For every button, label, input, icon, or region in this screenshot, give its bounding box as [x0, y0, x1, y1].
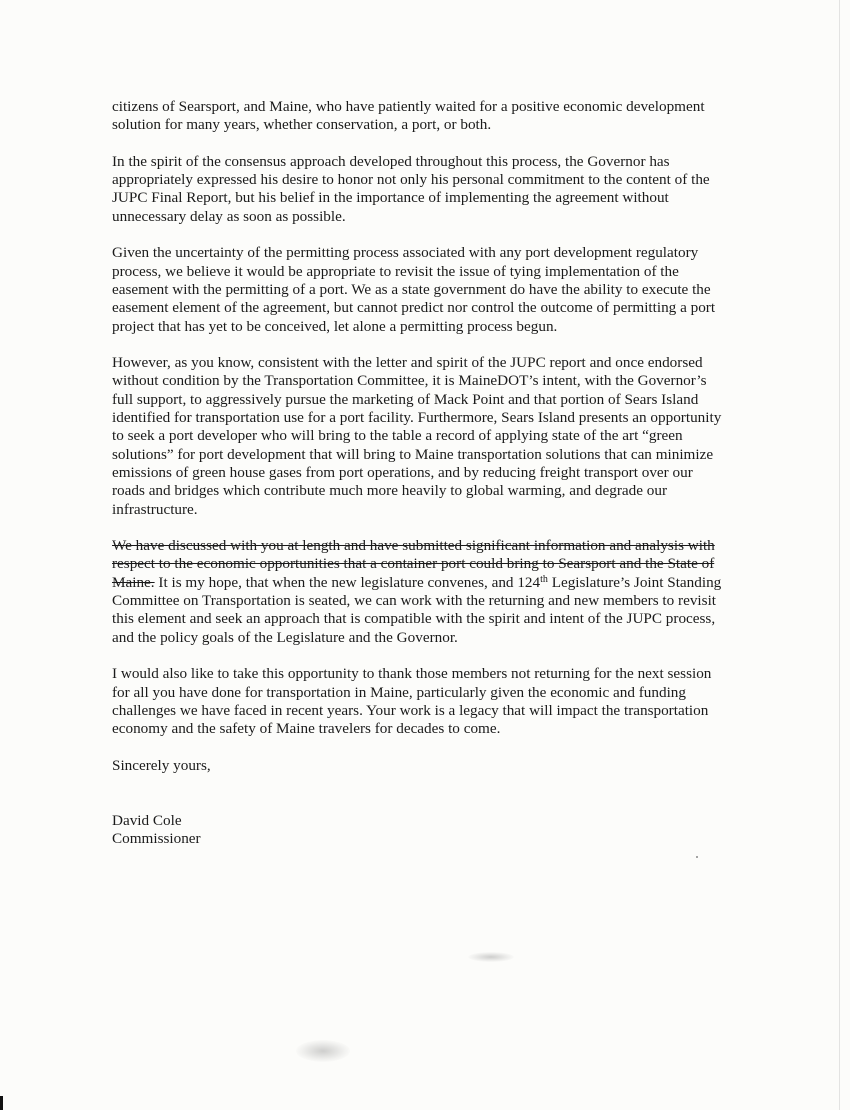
signer-title: Commissioner: [112, 830, 201, 848]
scan-smudge: [296, 1040, 350, 1062]
scan-smudge: [468, 952, 514, 962]
signature-block: [112, 812, 724, 849]
legislature-text-start: It is my hope, that when the new legislature convenes, and 124: [154, 573, 541, 591]
struck-through-text: We have discussed with you at length and have submitted significant information and analysis with respect to the economic opportunities that a container port could bring to Searsport and the State of Maine.: [112, 537, 715, 591]
paragraph-legislature: [112, 537, 724, 647]
closing-salutation: Sincerely yours,: [112, 756, 211, 774]
scan-speck: [696, 856, 698, 858]
signer-name: David Cole: [112, 811, 182, 829]
paragraph-permitting: Given the uncertainty of the permitting process associated with any port development regulatory process, we believe it would be appropriate to revisit the issue of tying implementation of the easement with the permitting of a port. We as a state government do have the ability to execute the easement element of the agreement, but cannot predict nor control the outcome of permitting a port project that has yet to be conceived, let alone a permitting process begun.: [112, 244, 716, 335]
paragraph-marketing: However, as you know, consistent with the letter and spirit of the JUPC report and once endorsed without condition by the Transportation Committee, it is MaineDOT’s intent, with the Governor’s full support, to aggressively pursue the marketing of Mack Point and that portion of Sears Island identified for transportation use for a port facility. Furthermore, Sears Island presents an opportunity to seek a port developer who will bring to the table a record of applying state of the art “green solutions” for port development that will bring to Maine transportation solutions that can minimize emissions of green house gases from port operations, and by reducing freight transport over our roads and bridges which contribute much more heavily to global warming, and degrade our infrastructure.: [112, 354, 722, 518]
ordinal-suffix: th: [540, 573, 548, 585]
paragraph-consensus: In the spirit of the consensus approach developed throughout this process, the Governor has appropriately expressed his desire to honor not only his personal commitment to the content of the JUPC Final Report, but his belief in the importance of implementing the agreement without unnecessary delay as soon as possible.: [112, 152, 710, 225]
paragraph-thanks: I would also like to take this opportunity to thank those members not returning for the next session for all you have done for transportation in Maine, particularly given the economic and funding challenges we have faced in recent years. Your work is a legacy that will impact the transportation economy and the safety of Maine travelers for decades to come.: [112, 665, 712, 738]
legislature-text-end: Legislature’s Joint Standing Committee on Transportation is seated, we can work with the returning and new members to revisit this element and seek an approach that is compatible with the spirit and intent of the JUPC process, and the policy goals of the Legislature and the Governor.: [112, 573, 722, 646]
scan-edge-line: [839, 0, 840, 1110]
scan-corner-mark: [0, 1096, 3, 1110]
paragraph-intro: citizens of Searsport, and Maine, who have patiently waited for a positive economic development solution for many years, whether conservation, a port, or both.: [112, 98, 705, 134]
letter-body: [112, 98, 724, 849]
